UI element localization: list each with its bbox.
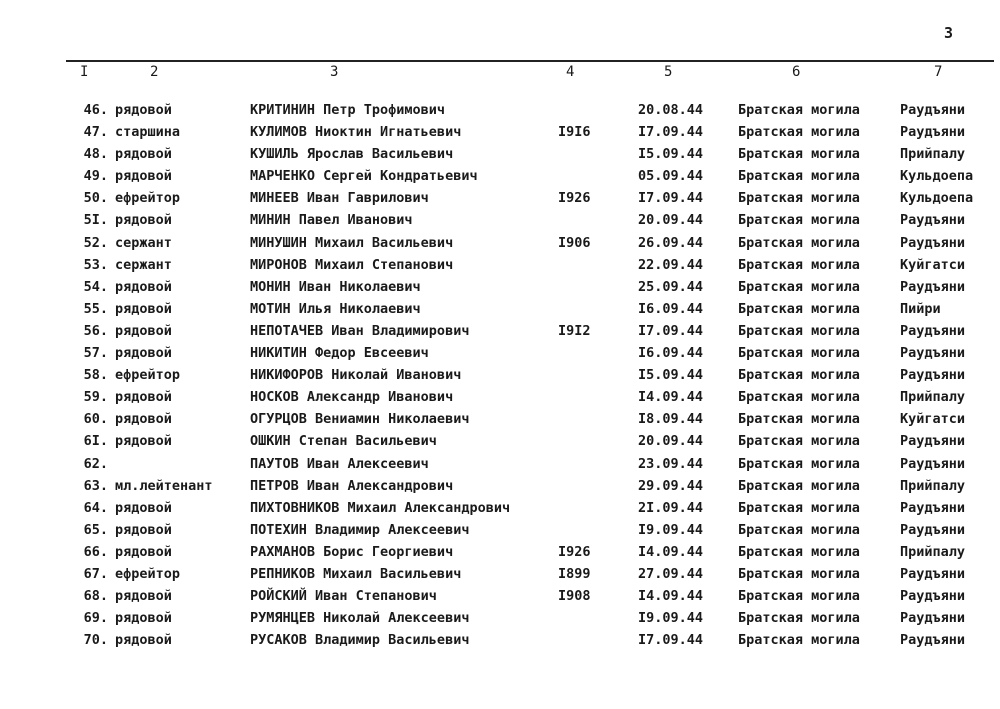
rank: рядовой	[115, 389, 172, 406]
full-name: ПЕТРОВ Иван Александрович	[250, 477, 454, 494]
full-name: НИКИТИН Федор Евсеевич	[250, 345, 429, 362]
rank: сержант	[115, 256, 172, 273]
burial-type: Братская могила	[738, 543, 860, 560]
burial-type: Братская могила	[738, 632, 860, 649]
full-name: НОСКОВ Александр Иванович	[250, 389, 454, 406]
row-number: 65.	[83, 521, 108, 538]
birth-year: I926	[558, 543, 591, 560]
death-date: 20.09.44	[638, 433, 704, 450]
full-name: МИНЕЕВ Иван Гаврилович	[250, 190, 429, 207]
burial-type: Братская могила	[738, 499, 860, 516]
full-name: РОЙСКИЙ Иван Степанович	[250, 588, 437, 605]
burial-type: Братская могила	[738, 234, 860, 251]
row-number: 52.	[83, 234, 108, 251]
burial-place: Раудъяни	[900, 565, 966, 582]
rank: рядовой	[115, 433, 172, 450]
burial-place: Раудъяни	[900, 124, 966, 141]
death-date: I4.09.44	[638, 588, 704, 605]
burial-type: Братская могила	[738, 389, 860, 406]
table-row	[0, 632, 1000, 654]
row-number: 50.	[83, 190, 108, 207]
death-date: I7.09.44	[638, 190, 704, 207]
page-number: 3	[944, 24, 954, 42]
rank: ефрейтор	[115, 565, 181, 582]
rank: рядовой	[115, 411, 172, 428]
row-number: 53.	[83, 256, 108, 273]
rank: рядовой	[115, 588, 172, 605]
death-date: I9.09.44	[638, 521, 704, 538]
burial-place: Раудъяни	[900, 278, 966, 295]
full-name: МИНИН Павел Иванович	[250, 212, 413, 229]
burial-type: Братская могила	[738, 411, 860, 428]
burial-place: Раудъяни	[900, 632, 966, 649]
table-row	[0, 588, 1000, 610]
burial-type: Братская могила	[738, 102, 860, 118]
burial-place: Пийри	[900, 300, 941, 317]
header-rule	[66, 60, 994, 62]
death-date: I7.09.44	[638, 322, 704, 339]
death-date: I4.09.44	[638, 389, 704, 406]
full-name: КУШИЛЬ Ярослав Васильевич	[250, 146, 454, 163]
full-name: МИНУШИН Михаил Васильевич	[250, 234, 454, 251]
death-date: I7.09.44	[638, 124, 704, 141]
burial-place: Прийпалу	[900, 389, 966, 406]
burial-type: Братская могила	[738, 477, 860, 494]
burial-type: Братская могила	[738, 322, 860, 339]
full-name: НИКИФОРОВ Николай Иванович	[250, 367, 462, 384]
rank: рядовой	[115, 499, 172, 516]
rank: рядовой	[115, 102, 172, 118]
table-row	[0, 190, 1000, 212]
burial-place: Раудъяни	[900, 212, 966, 229]
rank: рядовой	[115, 345, 172, 362]
death-date: I9.09.44	[638, 610, 704, 627]
row-number: 64.	[83, 499, 108, 516]
burial-place: Раудъяни	[900, 455, 966, 472]
table-row	[0, 323, 1000, 345]
full-name: МОТИН Илья Николаевич	[250, 300, 421, 317]
row-number: 46.	[83, 102, 108, 118]
death-date: I6.09.44	[638, 300, 704, 317]
burial-type: Братская могила	[738, 345, 860, 362]
table-row	[0, 500, 1000, 522]
column-header-5: 5	[664, 64, 673, 80]
table-row	[0, 522, 1000, 544]
table-row	[0, 235, 1000, 257]
row-number: 5I.	[83, 212, 108, 229]
death-date: 27.09.44	[638, 565, 704, 582]
burial-type: Братская могила	[738, 124, 860, 141]
burial-type: Братская могила	[738, 433, 860, 450]
rank: рядовой	[115, 632, 172, 649]
death-date: 23.09.44	[638, 455, 704, 472]
table-row	[0, 411, 1000, 433]
row-number: 47.	[83, 124, 108, 141]
burial-place: Раудъяни	[900, 234, 966, 251]
column-header-1: I	[80, 64, 89, 80]
death-date: I4.09.44	[638, 543, 704, 560]
row-number: 54.	[83, 278, 108, 295]
full-name: РАХМАНОВ Борис Георгиевич	[250, 543, 454, 560]
row-number: 6I.	[83, 433, 108, 450]
burial-place: Прийпалу	[900, 477, 966, 494]
death-date: I7.09.44	[638, 632, 704, 649]
full-name: ПИХТОВНИКОВ Михаил Александрович	[250, 499, 511, 516]
rank: рядовой	[115, 278, 172, 295]
burial-place: Раудъяни	[900, 588, 966, 605]
birth-year: I9I6	[558, 124, 591, 141]
burial-type: Братская могила	[738, 367, 860, 384]
burial-place: Кульдоепа	[900, 190, 974, 207]
row-number: 48.	[83, 146, 108, 163]
burial-place: Раудъяни	[900, 367, 966, 384]
burial-place: Раудъяни	[900, 610, 966, 627]
death-date: I6.09.44	[638, 345, 704, 362]
column-header-row	[0, 64, 1000, 84]
rank: мл.лейтенант	[115, 477, 213, 494]
row-number: 60.	[83, 411, 108, 428]
table-row	[0, 345, 1000, 367]
burial-type: Братская могила	[738, 565, 860, 582]
table-row	[0, 610, 1000, 632]
row-number: 59.	[83, 389, 108, 406]
table-row	[0, 301, 1000, 323]
table-row	[0, 456, 1000, 478]
full-name: МИРОНОВ Михаил Степанович	[250, 256, 454, 273]
burial-type: Братская могила	[738, 146, 860, 163]
birth-year: I906	[558, 234, 591, 251]
full-name: ОШКИН Степан Васильевич	[250, 433, 437, 450]
full-name: МОНИН Иван Николаевич	[250, 278, 421, 295]
burial-type: Братская могила	[738, 278, 860, 295]
row-number: 57.	[83, 345, 108, 362]
burial-type: Братская могила	[738, 190, 860, 207]
rank: рядовой	[115, 543, 172, 560]
death-date: 05.09.44	[638, 168, 704, 185]
burial-place: Куйгатси	[900, 411, 966, 428]
rank: рядовой	[115, 300, 172, 317]
rank: рядовой	[115, 168, 172, 185]
row-number: 55.	[83, 300, 108, 317]
rank: сержант	[115, 234, 172, 251]
row-number: 70.	[83, 632, 108, 649]
table-row	[0, 367, 1000, 389]
row-number: 62.	[83, 455, 108, 472]
burial-place: Куйгатси	[900, 256, 966, 273]
row-number: 49.	[83, 168, 108, 185]
burial-type: Братская могила	[738, 588, 860, 605]
burial-place: Раудъяни	[900, 433, 966, 450]
full-name: КУЛИМОВ Ниоктин Игнатьевич	[250, 124, 462, 141]
table-row	[0, 212, 1000, 234]
table-row	[0, 168, 1000, 190]
column-header-7: 7	[934, 64, 943, 80]
death-date: I8.09.44	[638, 411, 704, 428]
death-date: 22.09.44	[638, 256, 704, 273]
death-date: 29.09.44	[638, 477, 704, 494]
death-date: I5.09.44	[638, 367, 704, 384]
rank: рядовой	[115, 322, 172, 339]
birth-year: I908	[558, 588, 591, 605]
column-header-6: 6	[792, 64, 801, 80]
row-number: 67.	[83, 565, 108, 582]
full-name: НЕПОТАЧЕВ Иван Владимирович	[250, 322, 470, 339]
death-date: 26.09.44	[638, 234, 704, 251]
burial-type: Братская могила	[738, 212, 860, 229]
row-number: 68.	[83, 588, 108, 605]
column-header-4: 4	[566, 64, 575, 80]
table-row	[0, 478, 1000, 500]
burial-type: Братская могила	[738, 168, 860, 185]
row-number: 56.	[83, 322, 108, 339]
row-number: 66.	[83, 543, 108, 560]
burial-list	[0, 102, 1000, 654]
burial-place: Прийпалу	[900, 146, 966, 163]
table-row	[0, 544, 1000, 566]
full-name: КРИТИНИН Петр Трофимович	[250, 102, 446, 118]
row-number: 63.	[83, 477, 108, 494]
full-name: МАРЧЕНКО Сергей Кондратьевич	[250, 168, 478, 185]
full-name: РЕПНИКОВ Михаил Васильевич	[250, 565, 462, 582]
table-row	[0, 257, 1000, 279]
full-name: РУСАКОВ Владимир Васильевич	[250, 632, 470, 649]
burial-type: Братская могила	[738, 610, 860, 627]
rank: ефрейтор	[115, 367, 181, 384]
table-row	[0, 566, 1000, 588]
death-date: 20.09.44	[638, 212, 704, 229]
burial-type: Братская могила	[738, 521, 860, 538]
birth-year: I926	[558, 190, 591, 207]
table-row	[0, 433, 1000, 455]
death-date: I5.09.44	[638, 146, 704, 163]
burial-place: Раудъяни	[900, 322, 966, 339]
birth-year: I9I2	[558, 322, 591, 339]
burial-place: Раудъяни	[900, 102, 966, 118]
death-date: 25.09.44	[638, 278, 704, 295]
burial-type: Братская могила	[738, 455, 860, 472]
death-date: 20.08.44	[638, 102, 704, 118]
burial-place: Раудъяни	[900, 345, 966, 362]
full-name: ПАУТОВ Иван Алексеевич	[250, 455, 429, 472]
rank: рядовой	[115, 212, 172, 229]
full-name: РУМЯНЦЕВ Николай Алексеевич	[250, 610, 470, 627]
table-row	[0, 279, 1000, 301]
row-number: 69.	[83, 610, 108, 627]
burial-place: Кульдоепа	[900, 168, 974, 185]
burial-place: Прийпалу	[900, 543, 966, 560]
birth-year: I899	[558, 565, 591, 582]
rank: ефрейтор	[115, 190, 181, 207]
burial-place: Раудъяни	[900, 499, 966, 516]
burial-type: Братская могила	[738, 256, 860, 273]
table-row	[0, 124, 1000, 146]
table-row	[0, 389, 1000, 411]
burial-place: Раудъяни	[900, 521, 966, 538]
rank: рядовой	[115, 146, 172, 163]
table-row	[0, 146, 1000, 168]
burial-type: Братская могила	[738, 300, 860, 317]
column-header-3: 3	[330, 64, 339, 80]
death-date: 2I.09.44	[638, 499, 704, 516]
table-row	[0, 102, 1000, 124]
full-name: ОГУРЦОВ Вениамин Николаевич	[250, 411, 470, 428]
row-number: 58.	[83, 367, 108, 384]
rank: рядовой	[115, 521, 172, 538]
column-header-2: 2	[150, 64, 159, 80]
full-name: ПОТЕХИН Владимир Алексеевич	[250, 521, 470, 538]
rank: старшина	[115, 124, 181, 141]
rank: рядовой	[115, 610, 172, 627]
